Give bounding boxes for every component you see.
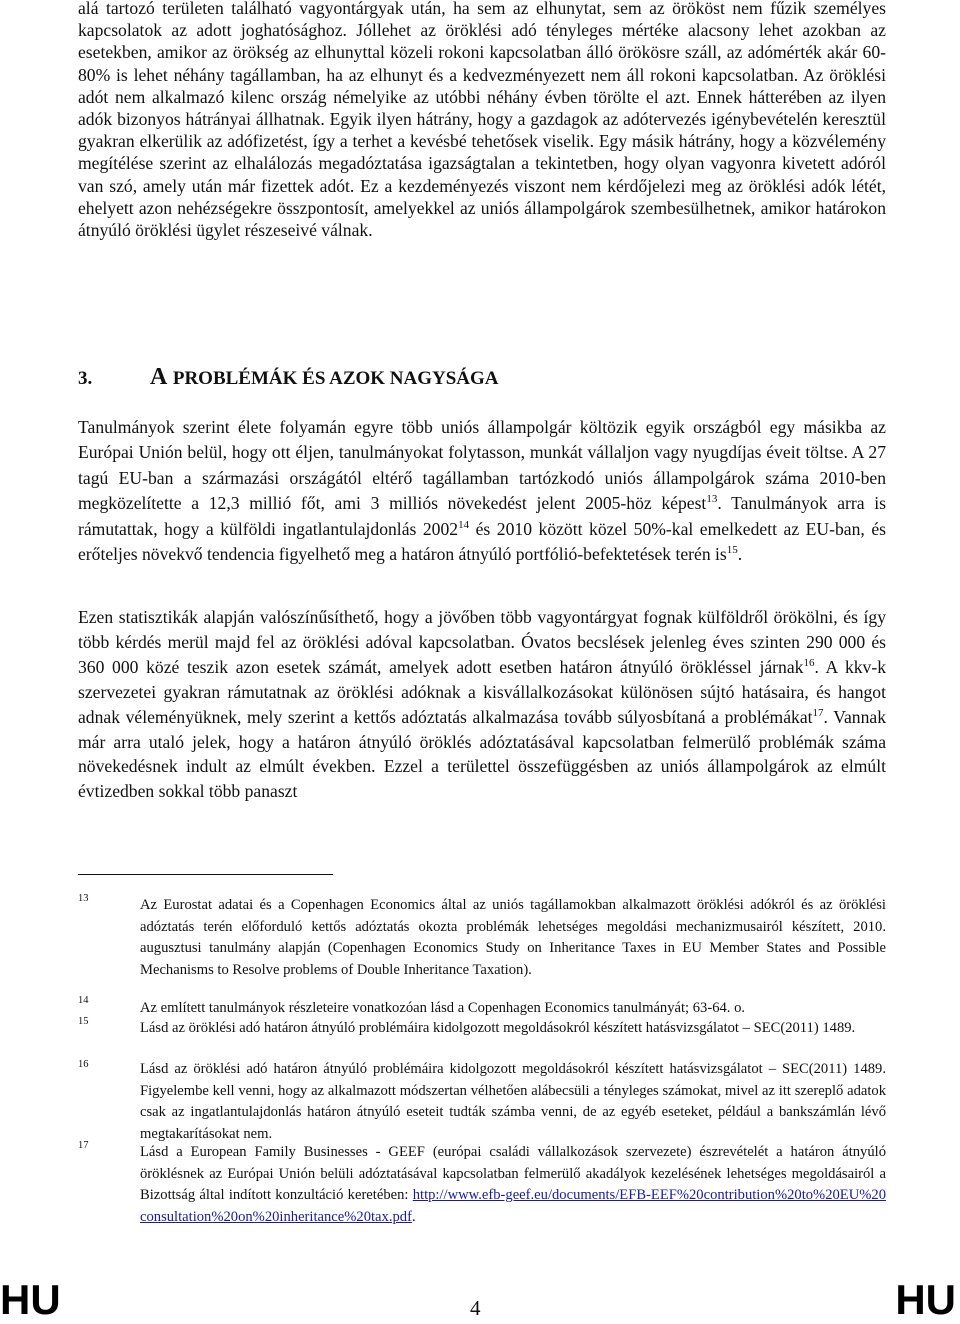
paragraph-1-part-c: Egyik ilyen hátrány, hogy a gazdagok az adótervezés igénybevételén keresztül gyakran elkerülik az adófizetést, így a terhet a kevésbé tehetősek viselik. bbox=[78, 109, 886, 152]
footnote-17-tail: . bbox=[411, 1208, 416, 1225]
footnote-separator bbox=[78, 874, 333, 875]
paragraph-2-part-a: Tanulmányok szerint élete folyamán egyre több uniós állampolgár költözik egyik országból egy másikba az Európai Unión belül, hogy ott éljen, tanulmányokat folytasson, munkát vállaljon vagy nyugdíjas éveit töltse. A 27 tagú EU-ban a származási országától eltérő tagállamban tartózkodó uniós állampolgárok száma 2010-ben megközelítette a 12,3 millió főt, ami 3 milliós növekedést jelent 2005-höz képest bbox=[78, 417, 886, 514]
heading-title: PROBLÉMÁK ÉS AZOK NAGYSÁGA bbox=[172, 368, 499, 389]
footnote-ref-14[interactable]: 14 bbox=[458, 518, 470, 531]
footnote-16: Lásd az öröklési adó határon átnyúló problémáira kidolgozott megoldásokról készített hatásvizsgálatot – SEC(2011) 1489. Figyelembe kell venni, hogy az alkalmazott módszertan vélhetően alábecsüli a tényleges számokat, mivel az itt szereplő adatok csak az ingatlantulajdonlás határon átnyúló eseteit tudták számba venni, de az egyéb eseteket, például a bankszámlán lévő megtakarításokat nem. bbox=[140, 1061, 886, 1142]
footnote-ref-17[interactable]: 17 bbox=[812, 706, 824, 719]
footnote-number: 13 bbox=[78, 893, 89, 904]
heading-initial: A bbox=[150, 364, 168, 390]
footnote-number: 14 bbox=[78, 995, 89, 1006]
footer-language-left: HU bbox=[0, 1276, 61, 1323]
paragraph-1-part-a: alá tartozó területen található vagyontárgyak után, ha sem az elhunytat, sem az örököst nem fűzik személyes kapcsolatok az adott joghatósághoz. Jóllehet az öröklési adó tényleges mértéke alacsony lehet azokban az esetekben, amikor az örökség az elhunyttal közeli rokoni kapcsolatban álló örökösre száll, az adómérték akár 60-80% is lehet néhány tagállamban, ha az elhunyt és a kedvezményezett nem áll rokoni kapcsolatban. bbox=[78, 0, 886, 85]
footnote-number: 16 bbox=[78, 1059, 89, 1070]
paragraph-1-part-d: Egy másik hátrány, hogy a közvélemény megítélése szerint az elhalálozás megadóztatása igazságtalan a tekintetben, hogy olyan vagyonra kivetett adóról van szó, amely után már fizettek adót. bbox=[78, 131, 886, 196]
footnote-13: Az Eurostat adatai és a Copenhagen Economics által az uniós tagállamokban alkalmazott öröklési adókról és az öröklési adóztatás terén előforduló kettős adóztatás okozta problémák lehetséges megoldási mechanizmusairól készített, 2010. augusztusi tanulmány alapján (Copenhagen Economics Study on Inheritance Taxes in EU Member States and Possible Mechanisms to Resolve problems of Double Inheritance Taxation). bbox=[140, 897, 886, 978]
footnote-15: Lásd az öröklési adó határon átnyúló problémáira kidolgozott megoldásokról készített hatásvizsgálatot – SEC(2011) 1489. bbox=[140, 1020, 856, 1036]
paragraph-2-part-d: . bbox=[737, 544, 743, 565]
paragraph-3-part-a: Ezen statisztikák alapján valószínűsíthető, hogy a jövőben több vagyontárgyat fognak külföldről örökölni, és így több kérdés merül majd fel az öröklési adóval kapcsolatban. Óvatos becslések jelenleg éves szinten 290 000 és 360 000 közé teszik azon esetek számát, amelyek adott esetben határon átnyúló örökléssel járnak bbox=[78, 607, 886, 677]
paragraph-3-part-c: . Vannak már arra utaló jelek, hogy a határon átnyúló öröklés adóztatásával kapcsolatban felmerülő problémák száma növekedésnek indult az elmúlt években. Ezzel a területtel összefüggésben az uniós állampolgárok az elmúlt évtizedben sokkal több panaszt bbox=[78, 706, 886, 802]
body-paragraph-3 bbox=[78, 605, 886, 804]
section-heading bbox=[78, 364, 499, 391]
footnote-number: 15 bbox=[78, 1016, 89, 1027]
footnote-ref-16[interactable]: 16 bbox=[803, 656, 815, 669]
footnote-ref-15[interactable]: 15 bbox=[726, 544, 738, 557]
body-paragraph-1 bbox=[78, 0, 886, 241]
body-paragraph-2 bbox=[78, 415, 886, 567]
footer-language-right: HU bbox=[895, 1276, 956, 1323]
footnote-number: 17 bbox=[78, 1140, 89, 1151]
page-number: 4 bbox=[470, 1296, 481, 1320]
paragraph-1-part-b: Az öröklési adót nem alkalmazó kilenc ország némelyike az utóbbi néhány évben törölte el azt. Ennek hátterében az ilyen adók bizonyos hátrányai állhatnak. bbox=[78, 64, 886, 130]
paragraph-2-part-c: és 2010 között közel 50%-kal emelkedett az EU-ban, és erőteljes növekvő tendencia figyelhető meg a határon átnyúló portfólió-befektetések terén is bbox=[78, 518, 886, 565]
paragraph-1-part-e: Ez a kezdeményezés viszont nem kérdőjelezi meg az öröklési adók létét, ehelyett azon nehézségekre összpontosít, amelyekkel az uniós állampolgárok szembesülhetnek, amikor határokon átnyúló öröklési ügylet részeseivé válnak. bbox=[78, 175, 886, 241]
footnote-ref-13[interactable]: 13 bbox=[706, 493, 718, 506]
paragraph-2-part-b: . Tanulmányok arra is rámutattak, hogy a külföldi ingatlantulajdonlás 2002 bbox=[78, 493, 886, 539]
section-number: 3. bbox=[78, 368, 93, 389]
paragraph-3-part-b: . A kkv-k szervezetei gyakran rámutatnak az öröklési adóknak a kisvállalkozásokat különösen sújtó hatásaira, és hangot adnak véleményüknek, mely szerint a kettős adóztatás alkalmazása tovább súlyosbítaná a problémákat bbox=[78, 656, 886, 727]
efb-geef-document-link[interactable]: http://www.efb-geef.eu/documents/EFB-EEF%20contribution%20to%20EU%20consultation%20on%20inheritance%20tax.pdf bbox=[140, 1187, 886, 1225]
footnote-14: Az említett tanulmányok részleteire vonatkozóan lásd a Copenhagen Economics tanulmányát; 63-64. o. bbox=[140, 1000, 746, 1016]
footnote-17 bbox=[140, 1142, 886, 1228]
footnote-17-text: Lásd a European Family Businesses - GEEF (európai családi vállalkozások szervezete) észrevételét a határon átnyúló öröklésnek az Európai Unión belüli adóztatásával kapcsolatban felmerülő akadályok kezelésének lehetséges megoldásairól a Bizottság által indított konzultáció keretében: bbox=[140, 1144, 886, 1204]
